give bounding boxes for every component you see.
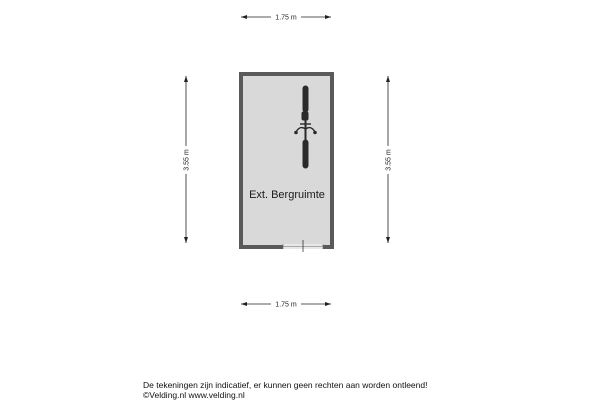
dimension-left <box>181 76 191 243</box>
credit-text: ©Velding.nl www.velding.nl <box>143 390 245 400</box>
dimension-right-label: 3.55 m <box>385 149 393 171</box>
dimension-bottom-label: 1.75 m <box>275 301 297 309</box>
dimension-left-label: 3.55 m <box>183 149 191 171</box>
room-floor <box>243 76 330 245</box>
room-label: Ext. Bergruimte <box>249 189 325 201</box>
footer <box>143 380 427 400</box>
dimension-right <box>383 76 393 243</box>
dimension-top-label: 1.75 m <box>275 14 297 22</box>
dimension-top <box>241 12 331 22</box>
room-ext-bergruimte <box>239 72 334 252</box>
dimension-bottom <box>241 299 331 309</box>
disclaimer-text: De tekeningen zijn indicatief, er kunnen geen rechten aan worden ontleend! <box>143 380 428 390</box>
